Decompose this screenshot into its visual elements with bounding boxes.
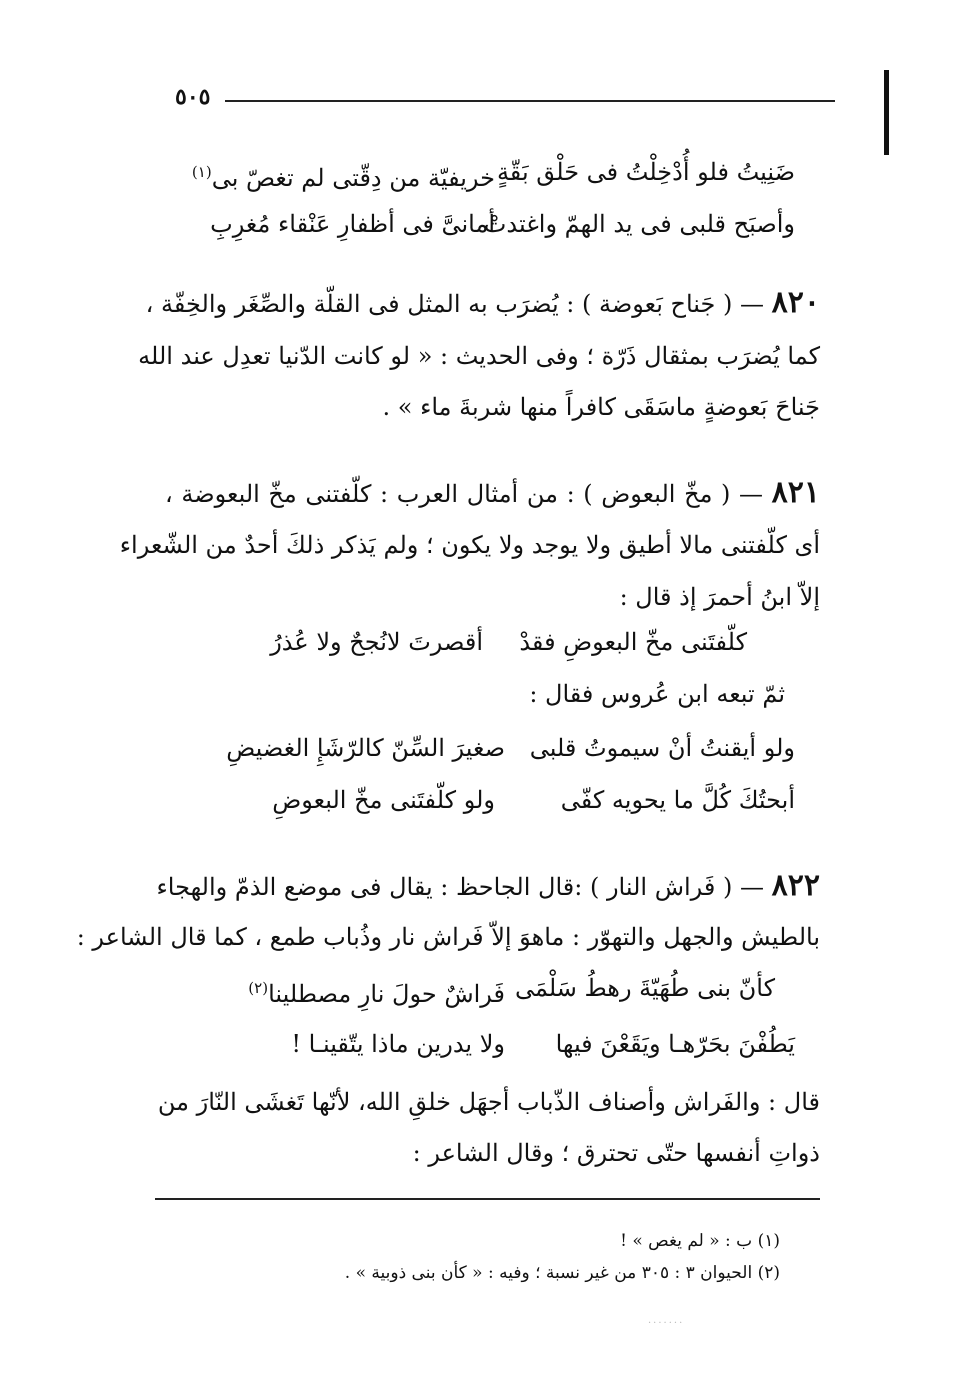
footnote: (١) ب : « لم يغص » !	[620, 1231, 780, 1251]
verse-hemistich: صغيرَ السِّنّ كالرّشَإِ الغضيضِ	[226, 734, 505, 762]
entry-line: جَناحَ بَعوضةٍ ماسَقَى كافراً منها شربةَ ماء » .	[382, 393, 820, 421]
footnote: (٢) الحيوان ٣ : ٣٠٥ من غير نسبة ؛ وفيه : « كأن بنى ذوبية » .	[344, 1263, 780, 1283]
verse-hemistich: خريفيّة من دِقّتى لم تغصّ بى$^{(١)}$	[191, 163, 495, 192]
page-header	[175, 84, 835, 114]
entry-line: قال : والفَراش وأصناف الذّباب أجهَل خلقِ الله، لأنّها تَغشَى النّارَ من	[157, 1088, 820, 1116]
entry-line: ٨٢١ — ( مخّ البعوض ) : من أمثال العرب : كلّفتنى مخّ البعوضة ،	[165, 475, 820, 510]
verse-hemistich: أمانىَّ فى أظفارِ عَنْقاء مُغرِبِ	[210, 210, 495, 238]
verse-hemistich: كلّفتَنى مخّ البعوضِ فقدْ	[519, 628, 747, 656]
scan-smudge: ·······	[648, 1318, 685, 1329]
entry-number: ٨٢١	[771, 475, 820, 510]
footnote-ref: (٢)	[248, 979, 269, 997]
verse-hemistich: أقصرتَ لانُجحٌ ولا عُذرُ	[270, 628, 483, 656]
verse-intro: ثمّ تبعه ابن عُروس فقال :	[529, 680, 785, 708]
verse-hemistich: ولو أيقنتُ أنْ سيموتُ قلبى	[529, 734, 795, 762]
header-rule	[225, 100, 835, 102]
entry-line: ٨٢٢ — ( فَراش النار ) :قال الجاحظ : يقال فى موضع الذمّ والهجاء	[156, 868, 820, 903]
entry-line: كما يُضرَب بمثقال ذَرّة ؛ وفى الحديث : « لو كانت الدّنيا تعدِل عند الله	[138, 342, 820, 370]
verse-hemistich: يَطُفْنَ بحَرّهـا ويَقَعْنَ فيها	[555, 1030, 795, 1058]
entry-number: ٨٢٢	[771, 868, 820, 903]
page-edge-mark	[884, 70, 889, 155]
footnote-rule	[155, 1198, 820, 1200]
entry-line: ٨٢٠ — ( جَناح بَعوضة ) : يُضرَب به المثل فى القلّة والصِّغَر والخِفّة ،	[145, 285, 820, 320]
entry-line: ذواتِ أنفسها حتّى تحترق ؛ وقال الشاعر :	[412, 1139, 820, 1167]
page-number: ٥٠٥	[175, 84, 211, 110]
entry-number: ٨٢٠	[771, 285, 820, 320]
verse-hemistich: كأنّ بنى طُهَيّةَ رهطُ سَلْمَى	[514, 974, 775, 1002]
verse-hemistich: ولو كلّفتَنى مخّ البعوضِ	[272, 786, 495, 814]
entry-line: أى كلّفتنى مالا أطيق ولا يوجد ولا يكون ؛ ولم يَذكر ذلكَ أحدٌ من الشّعراء	[119, 531, 820, 559]
verse-hemistich: وأصبَح قلبى فى يد الهمّ واغتدتْ	[483, 210, 795, 238]
verse-hemistich: ضَنِيتُ فلو أُدْخِلْتُ فى حَلْق بَقّةٍ	[496, 158, 795, 186]
verse-hemistich: أبحتُكَ كُلَّ ما يحويه كفّى	[560, 786, 795, 814]
verse-hemistich: فَراشٌ حولَ نارِ مصطلينا$^{(٢)}$	[248, 979, 505, 1008]
entry-line: إلاّ ابنُ أحمرَ إذ قال :	[619, 583, 820, 611]
footnote-ref: (١)	[191, 163, 212, 181]
entry-line: بالطيش والجهل والتهوّر : ماهوَ إلاّ فَراش نار وذُباب طمع ، كما قال الشاعر :	[76, 923, 820, 951]
verse-hemistich: ولا يدرين ماذا يتّقينـا !	[291, 1030, 505, 1058]
